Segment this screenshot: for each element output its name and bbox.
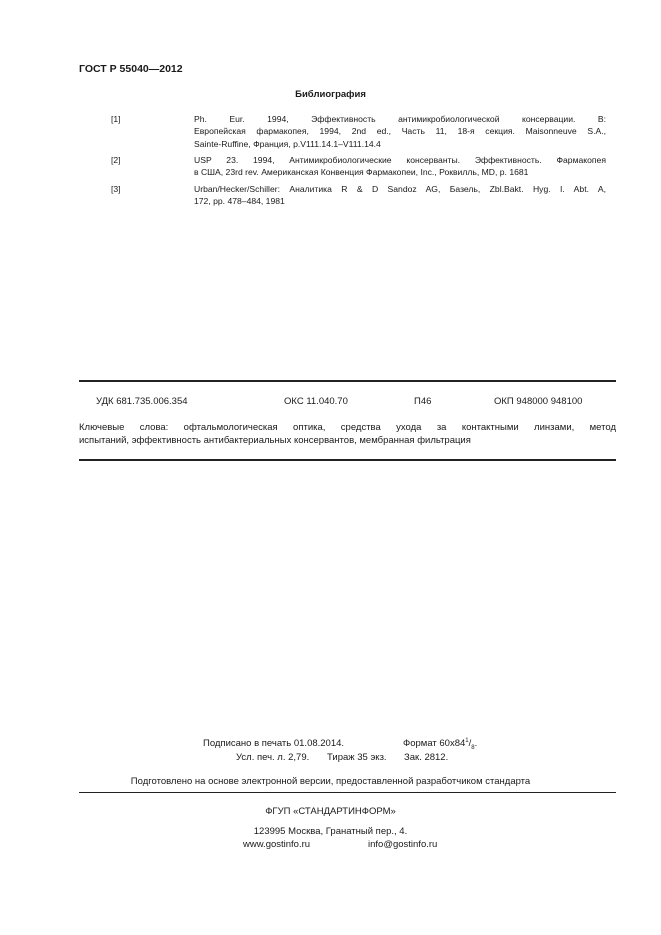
bibliography-entry-line: в США, 23rd rev. Американская Конвенция Фармакопеи, Inc., Роквилль, MD, p. 1681 xyxy=(194,167,529,178)
bibliography-entry-line: 172, pp. 478–484, 1981 xyxy=(194,196,285,207)
format-sup: 1 xyxy=(465,738,469,744)
prepared-note: Подготовлено на основе электронной версии, предоставленной разработчиком стандарта xyxy=(130,776,531,787)
bibliography-entry-text xyxy=(194,154,606,179)
bibliography-entry-line: Urban/Hecker/Schiller: Аналитика R & D Sandoz AG, Базель, Zbl.Bakt. Hyg. I. Abt. A, xyxy=(194,184,606,194)
print-run: Тираж 35 экз. xyxy=(327,752,387,763)
keywords-line: Ключевые слова: офтальмологическая оптика, средства ухода за контактными линзами, метод xyxy=(79,422,616,433)
bibliography-entry-line: Европейская фармакопея, 1994, 2nd ed., Часть 11, 18-я секция. Maisonneuve S.A., xyxy=(194,126,606,137)
p-code: П46 xyxy=(414,396,432,407)
bibliography-title: Библиография xyxy=(295,89,366,100)
order-number: Зак. 2812. xyxy=(404,752,449,763)
format: Формат $60x84^1/_8$. xyxy=(403,738,478,752)
signed-date: Подписано в печать 01.08.2014. xyxy=(203,738,345,749)
document-code: ГОСТ Р 55040—2012 xyxy=(79,63,183,75)
publisher-name: ФГУП «СТАНДАРТИНФОРМ» xyxy=(265,806,396,817)
publisher-website: www.gostinfo.ru xyxy=(243,839,311,850)
oks-code: ОКС 11.040.70 xyxy=(284,396,348,407)
keywords-line: испытаний, эффективность антибактериальных консервантов, мембранная фильтрация xyxy=(79,434,471,446)
format-tail: . xyxy=(474,738,478,750)
bibliography-entry-text xyxy=(194,113,606,150)
bibliography-entry-number: [2] xyxy=(111,155,121,165)
bibliography-entry-number: [1] xyxy=(111,114,121,124)
divider-footer xyxy=(79,792,616,793)
publisher-email: info@gostinfo.ru xyxy=(368,839,438,850)
bibliography-entry-text xyxy=(194,183,606,208)
bibliography-entry-number: [3] xyxy=(111,184,121,194)
print-sheets: Усл. печ. л. 2,79. xyxy=(236,752,310,763)
divider-bottom xyxy=(79,459,616,461)
publisher-address: 123995 Москва, Гранатный пер., 4. xyxy=(253,826,408,837)
keywords-block xyxy=(79,422,616,447)
divider-top xyxy=(79,380,616,382)
bibliography-entry-line: Sainte-Ruffine, Франция, p.V111.14.1–V111.14.4 xyxy=(194,138,381,149)
okp-code: ОКП 948000 948100 xyxy=(494,396,583,407)
format-sub: 8 xyxy=(471,745,475,752)
format-label: Формат 60x84 xyxy=(403,738,466,750)
bibliography-entry-line: USP 23. 1994, Антимикробиологические консерванты. Эффективность. Фармакопея xyxy=(194,155,606,165)
bibliography-entry-line: Ph. Eur. 1994, Эффективность антимикробиологической консервации. В: xyxy=(194,114,606,124)
udk-code: УДК 681.735.006.354 xyxy=(96,396,188,407)
